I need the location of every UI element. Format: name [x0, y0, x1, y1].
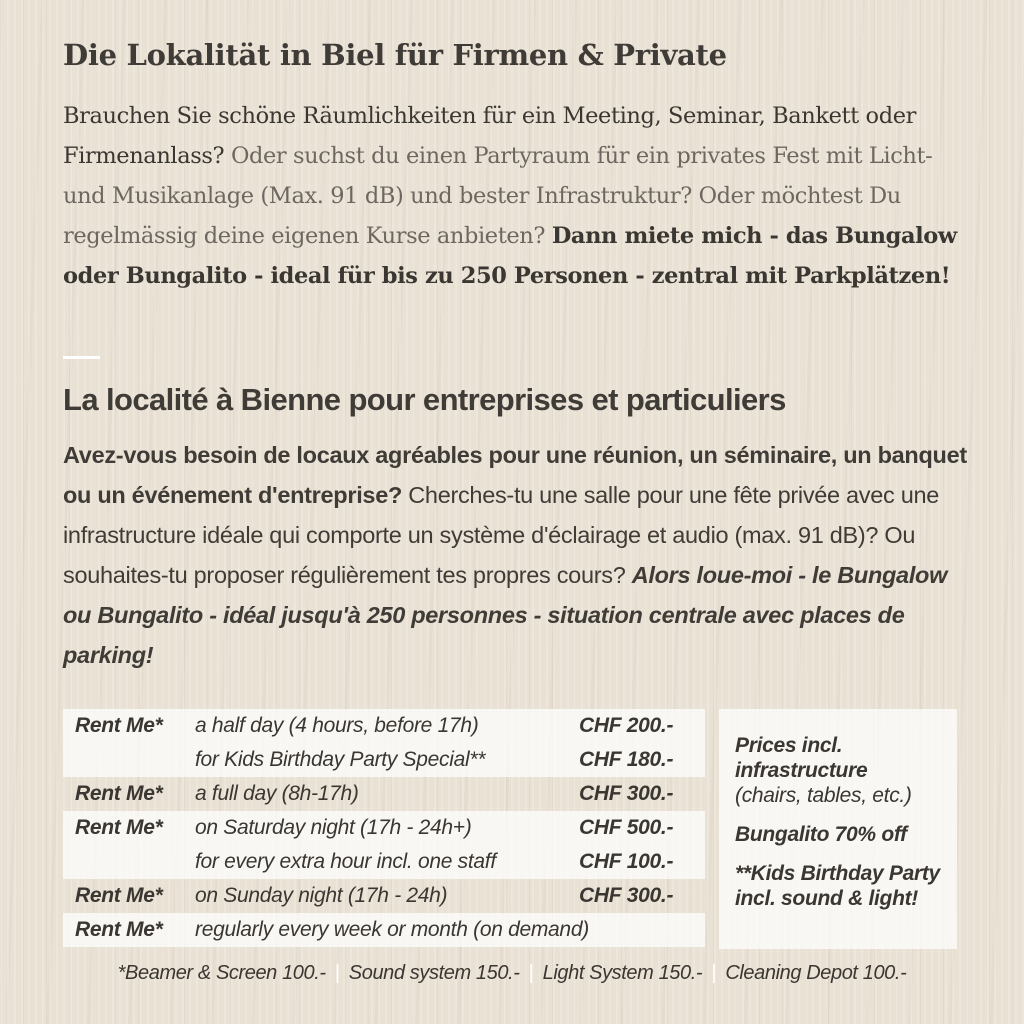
french-text-bold: Avez-vous besoin de locaux agréables pour une réunion, un séminaire, un banquet ou un événement d'entreprise? [63, 442, 967, 508]
pricing-price: CHF 200.- [579, 714, 674, 737]
pricing-desc: on Sunday night (17h - 24h) [195, 884, 448, 907]
pricing-row [63, 709, 705, 743]
info-line: (chairs, tables, etc.) [735, 784, 912, 807]
german-heading: Die Lokalität in Biel für Firmen & Private [63, 38, 727, 72]
footer-separator: | [528, 962, 534, 984]
footer-item: Cleaning Depot 100.- [725, 962, 907, 984]
footer-separator: | [334, 962, 340, 984]
german-text-dark: Brauchen Sie schöne Räumlichkeiten für ein Meeting, Seminar, Bankett oder Firmenanlass? [63, 103, 916, 169]
german-text-light: Oder suchst du einen Partyraum für ein privates Fest mit Licht- und Musikanlage (Max. 91 dB) und bester Infrastruktur? Oder möchtest Du regelmässig deine eigenen Kurse anbieten? [63, 143, 933, 249]
pricing-row [63, 811, 705, 845]
info-line: Prices incl. [735, 734, 843, 757]
pricing-label: Rent Me* [75, 714, 163, 737]
pricing-desc: a half day (4 hours, before 17h) [195, 714, 479, 737]
german-paragraph [63, 96, 968, 296]
pricing-row [63, 845, 705, 879]
french-heading: La localité à Bienne pour entreprises et particuliers [63, 382, 786, 417]
pricing-price: CHF 500.- [579, 816, 674, 839]
french-paragraph [63, 435, 973, 675]
french-text-normal: Cherches-tu une salle pour une fête privée avec une infrastructure idéale qui comporte un système d'éclairage et audio (max. 91 dB)? Ou souhaites-tu proposer régulièrement tes propres cours? [63, 482, 940, 588]
footer-item: Sound system 150.- [348, 962, 520, 984]
pricing-desc: regularly every week or month (on demand) [195, 918, 589, 941]
pricing-label: Rent Me* [75, 884, 163, 907]
pricing-label: Rent Me* [75, 816, 163, 839]
pricing-row [63, 743, 705, 777]
pricing-desc: on Saturday night (17h - 24h+) [195, 816, 472, 839]
pricing-table [63, 709, 705, 947]
pricing-row [63, 913, 705, 947]
german-text-bold: Dann miete mich - das Bungalow oder Bungalito - ideal für bis zu 250 Personen - zentral mit Parkplätzen! [63, 223, 957, 289]
pricing-price: CHF 300.- [579, 884, 674, 907]
footer-extras [0, 962, 1024, 985]
pricing-price: CHF 100.- [579, 850, 674, 873]
footer-separator: | [711, 962, 717, 984]
footer-item: *Beamer & Screen 100.- [117, 962, 326, 984]
pricing-row [63, 879, 705, 913]
french-text-bold-italic: Alors loue-moi - le Bungalow ou Bungalito - idéal jusqu'à 250 personnes - situation centrale avec places de parking! [63, 562, 948, 668]
kids-note: incl. sound & light! [735, 887, 918, 910]
footer-item: Light System 150.- [542, 962, 703, 984]
pricing-price: CHF 180.- [579, 748, 674, 771]
pricing-desc: for Kids Birthday Party Special** [195, 748, 486, 771]
pricing-row [63, 777, 705, 811]
bungalito-discount: Bungalito 70% off [735, 823, 907, 846]
kids-note: **Kids Birthday Party [735, 862, 940, 885]
pricing-label: Rent Me* [75, 782, 163, 805]
section-divider [63, 356, 100, 359]
info-box [719, 709, 957, 949]
pricing-price: CHF 300.- [579, 782, 674, 805]
pricing-desc: for every extra hour incl. one staff [195, 850, 496, 873]
pricing-desc: a full day (8h-17h) [195, 782, 359, 805]
pricing-label: Rent Me* [75, 918, 163, 941]
info-line: infrastructure [735, 759, 868, 782]
